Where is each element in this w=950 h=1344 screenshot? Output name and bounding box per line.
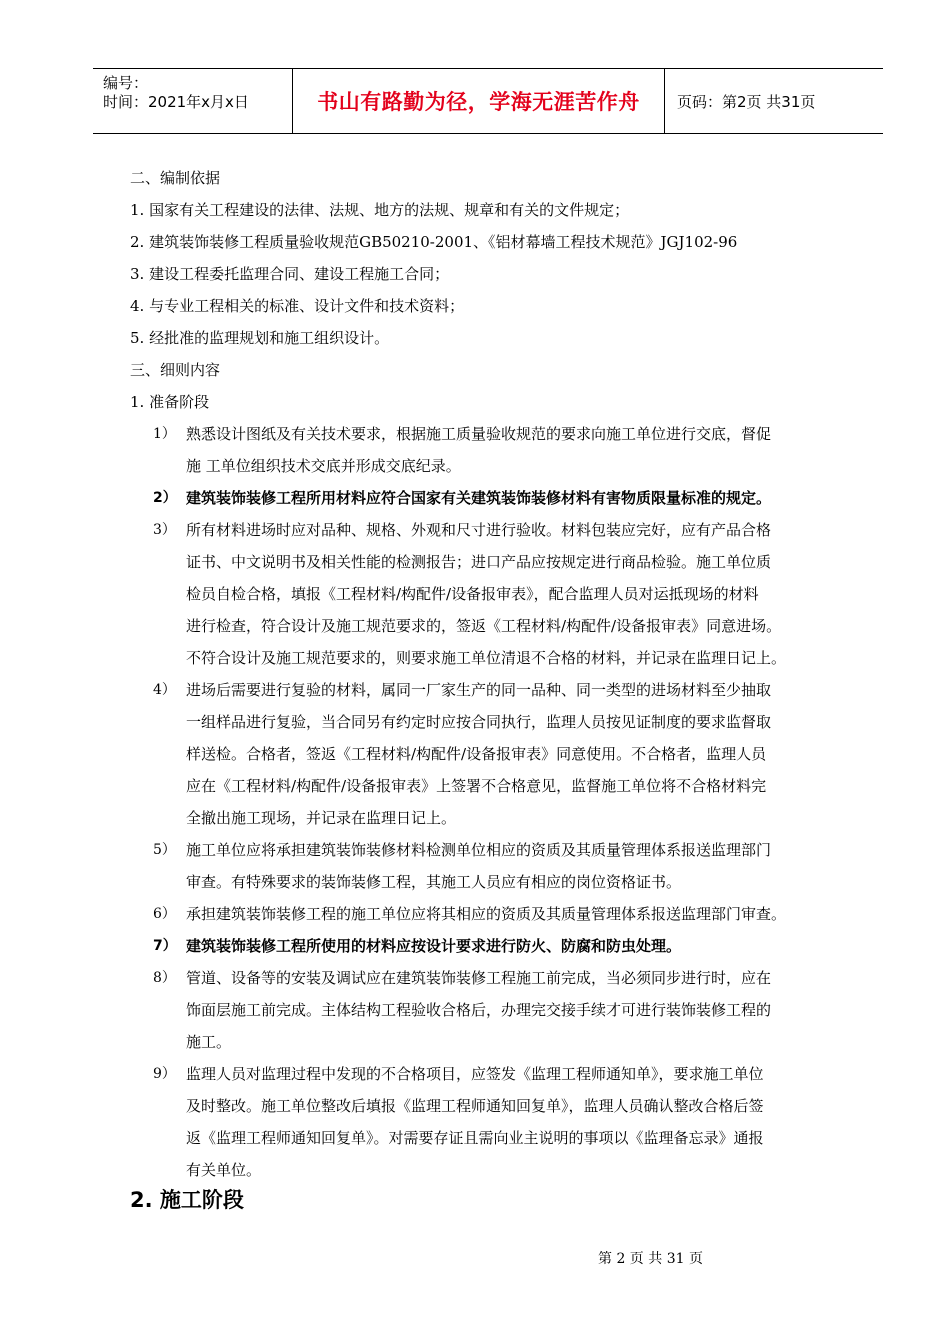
- section-heading-construction: 2. 施工阶段: [130, 1188, 244, 1212]
- item-line: 施工单位应将承担建筑装饰装修材料检测单位相应的资质及其质量管理体系报送监理部门: [186, 841, 772, 859]
- item-number: 3）: [153, 522, 176, 538]
- item-number: 4）: [153, 682, 176, 698]
- item-line: 应在《工程材料/构配件/设备报审表》上签署不合格意见，监督施工单位将不合格材料完: [186, 777, 767, 795]
- item-line: 管道、设备等的安装及调试应在建筑装饰装修工程施工前完成，当必须同步进行时，应在: [186, 969, 772, 987]
- item-number: 8）: [153, 970, 176, 986]
- item-line: 有关单位。: [186, 1161, 262, 1179]
- item-line: 监理人员对监理过程中发现的不合格项目，应签发《监理工程师通知单》，要求施工单位: [186, 1065, 764, 1083]
- header-motto: 书山有路勤为径，学海无涯苦作舟: [293, 69, 665, 133]
- item-number: 1）: [153, 426, 176, 442]
- item-line: 所有材料进场时应对品种、规格、外观和尺寸进行验收。材料包装应完好，应有产品合格: [186, 521, 772, 539]
- section-title-basis: 二、编制依据: [130, 169, 221, 187]
- item-line-bold: 建筑装饰装修工程所使用的材料应按设计要求进行防火、防腐和防虫处理。: [186, 937, 682, 955]
- item-line: 样送检。合格者，签返《工程材料/构配件/设备报审表》同意使用。不合格者，监理人员: [186, 745, 767, 763]
- item-line: 检员自检合格，填报《工程材料/构配件/设备报审表》，配合监理人员对运抵现场的材料: [186, 585, 759, 603]
- item-line: 进场后需要进行复验的材料，属同一厂家生产的同一品种、同一类型的进场材料至少抽取: [186, 681, 772, 699]
- item-line: 全撤出施工现场，并记录在监理日记上。: [186, 809, 457, 827]
- basis-item: 1. 国家有关工程建设的法律、法规、地方的法规、规章和有关的文件规定；: [130, 201, 630, 219]
- item-line: 承担建筑装饰装修工程的施工单位应将其相应的资质及其质量管理体系报送监理部门审查。: [186, 905, 787, 923]
- section-title-content: 三、细则内容: [130, 361, 221, 379]
- header-page-label: 页码：第2页 共31页: [677, 92, 816, 111]
- subsection-title-prep: 1. 准备阶段: [130, 393, 210, 411]
- item-line: 返《监理工程师通知回复单》。对需要存证且需向业主说明的事项以《监理备忘录》通报: [186, 1129, 764, 1147]
- item-number: 9）: [153, 1066, 176, 1082]
- footer-page-number: 第 2 页 共 31 页: [598, 1251, 703, 1267]
- item-line: 审查。有特殊要求的装饰装修工程，其施工人员应有相应的岗位资格证书。: [186, 873, 682, 891]
- item-line: 饰面层施工前完成。主体结构工程验收合格后，办理完交接手续才可进行装饰装修工程的: [186, 1001, 772, 1019]
- item-number: 2）: [153, 490, 177, 506]
- item-number: 6）: [153, 906, 176, 922]
- item-number: 5）: [153, 842, 176, 858]
- item-line: 一组样品进行复验，当合同另有约定时应按合同执行，监理人员按见证制度的要求监督取: [186, 713, 772, 731]
- item-line: 熟悉设计图纸及有关技术要求，根据施工质量验收规范的要求向施工单位进行交底，督促: [186, 425, 772, 443]
- number-label: 编号：: [103, 74, 149, 92]
- page-header: [93, 68, 883, 134]
- header-meta-cell: [93, 69, 293, 133]
- basis-item: 3. 建设工程委托监理合同、建设工程施工合同；: [130, 265, 450, 283]
- item-line: 施工。: [186, 1033, 232, 1051]
- item-line: 证书、中文说明书及相关性能的检测报告；进口产品应按规定进行商品检验。施工单位质: [186, 553, 772, 571]
- item-line-bold: 建筑装饰装修工程所用材料应符合国家有关建筑装饰装修材料有害物质限量标准的规定。: [186, 489, 772, 507]
- item-line: 不符合设计及施工规范要求的，则要求施工单位清退不合格的材料，并记录在监理日记上。: [186, 649, 787, 667]
- basis-item: 4. 与专业工程相关的标准、设计文件和技术资料；: [130, 297, 465, 315]
- time-label: 时间：2021年x月x日: [103, 93, 249, 111]
- item-line: 施 工单位组织技术交底并形成交底纪录。: [186, 457, 461, 475]
- item-line: 及时整改。施工单位整改后填报《监理工程师通知回复单》，监理人员确认整改合格后签: [186, 1097, 764, 1115]
- basis-item: 2. 建筑装饰装修工程质量验收规范GB50210-2001、《铝材幕墙工程技术规范》JGJ102-96: [130, 233, 738, 251]
- basis-item: 5. 经批准的监理规划和施工组织设计。: [130, 329, 390, 347]
- item-line: 进行检查，符合设计及施工规范要求的，签返《工程材料/构配件/设备报审表》同意进场。: [186, 617, 782, 635]
- item-number: 7）: [153, 938, 177, 954]
